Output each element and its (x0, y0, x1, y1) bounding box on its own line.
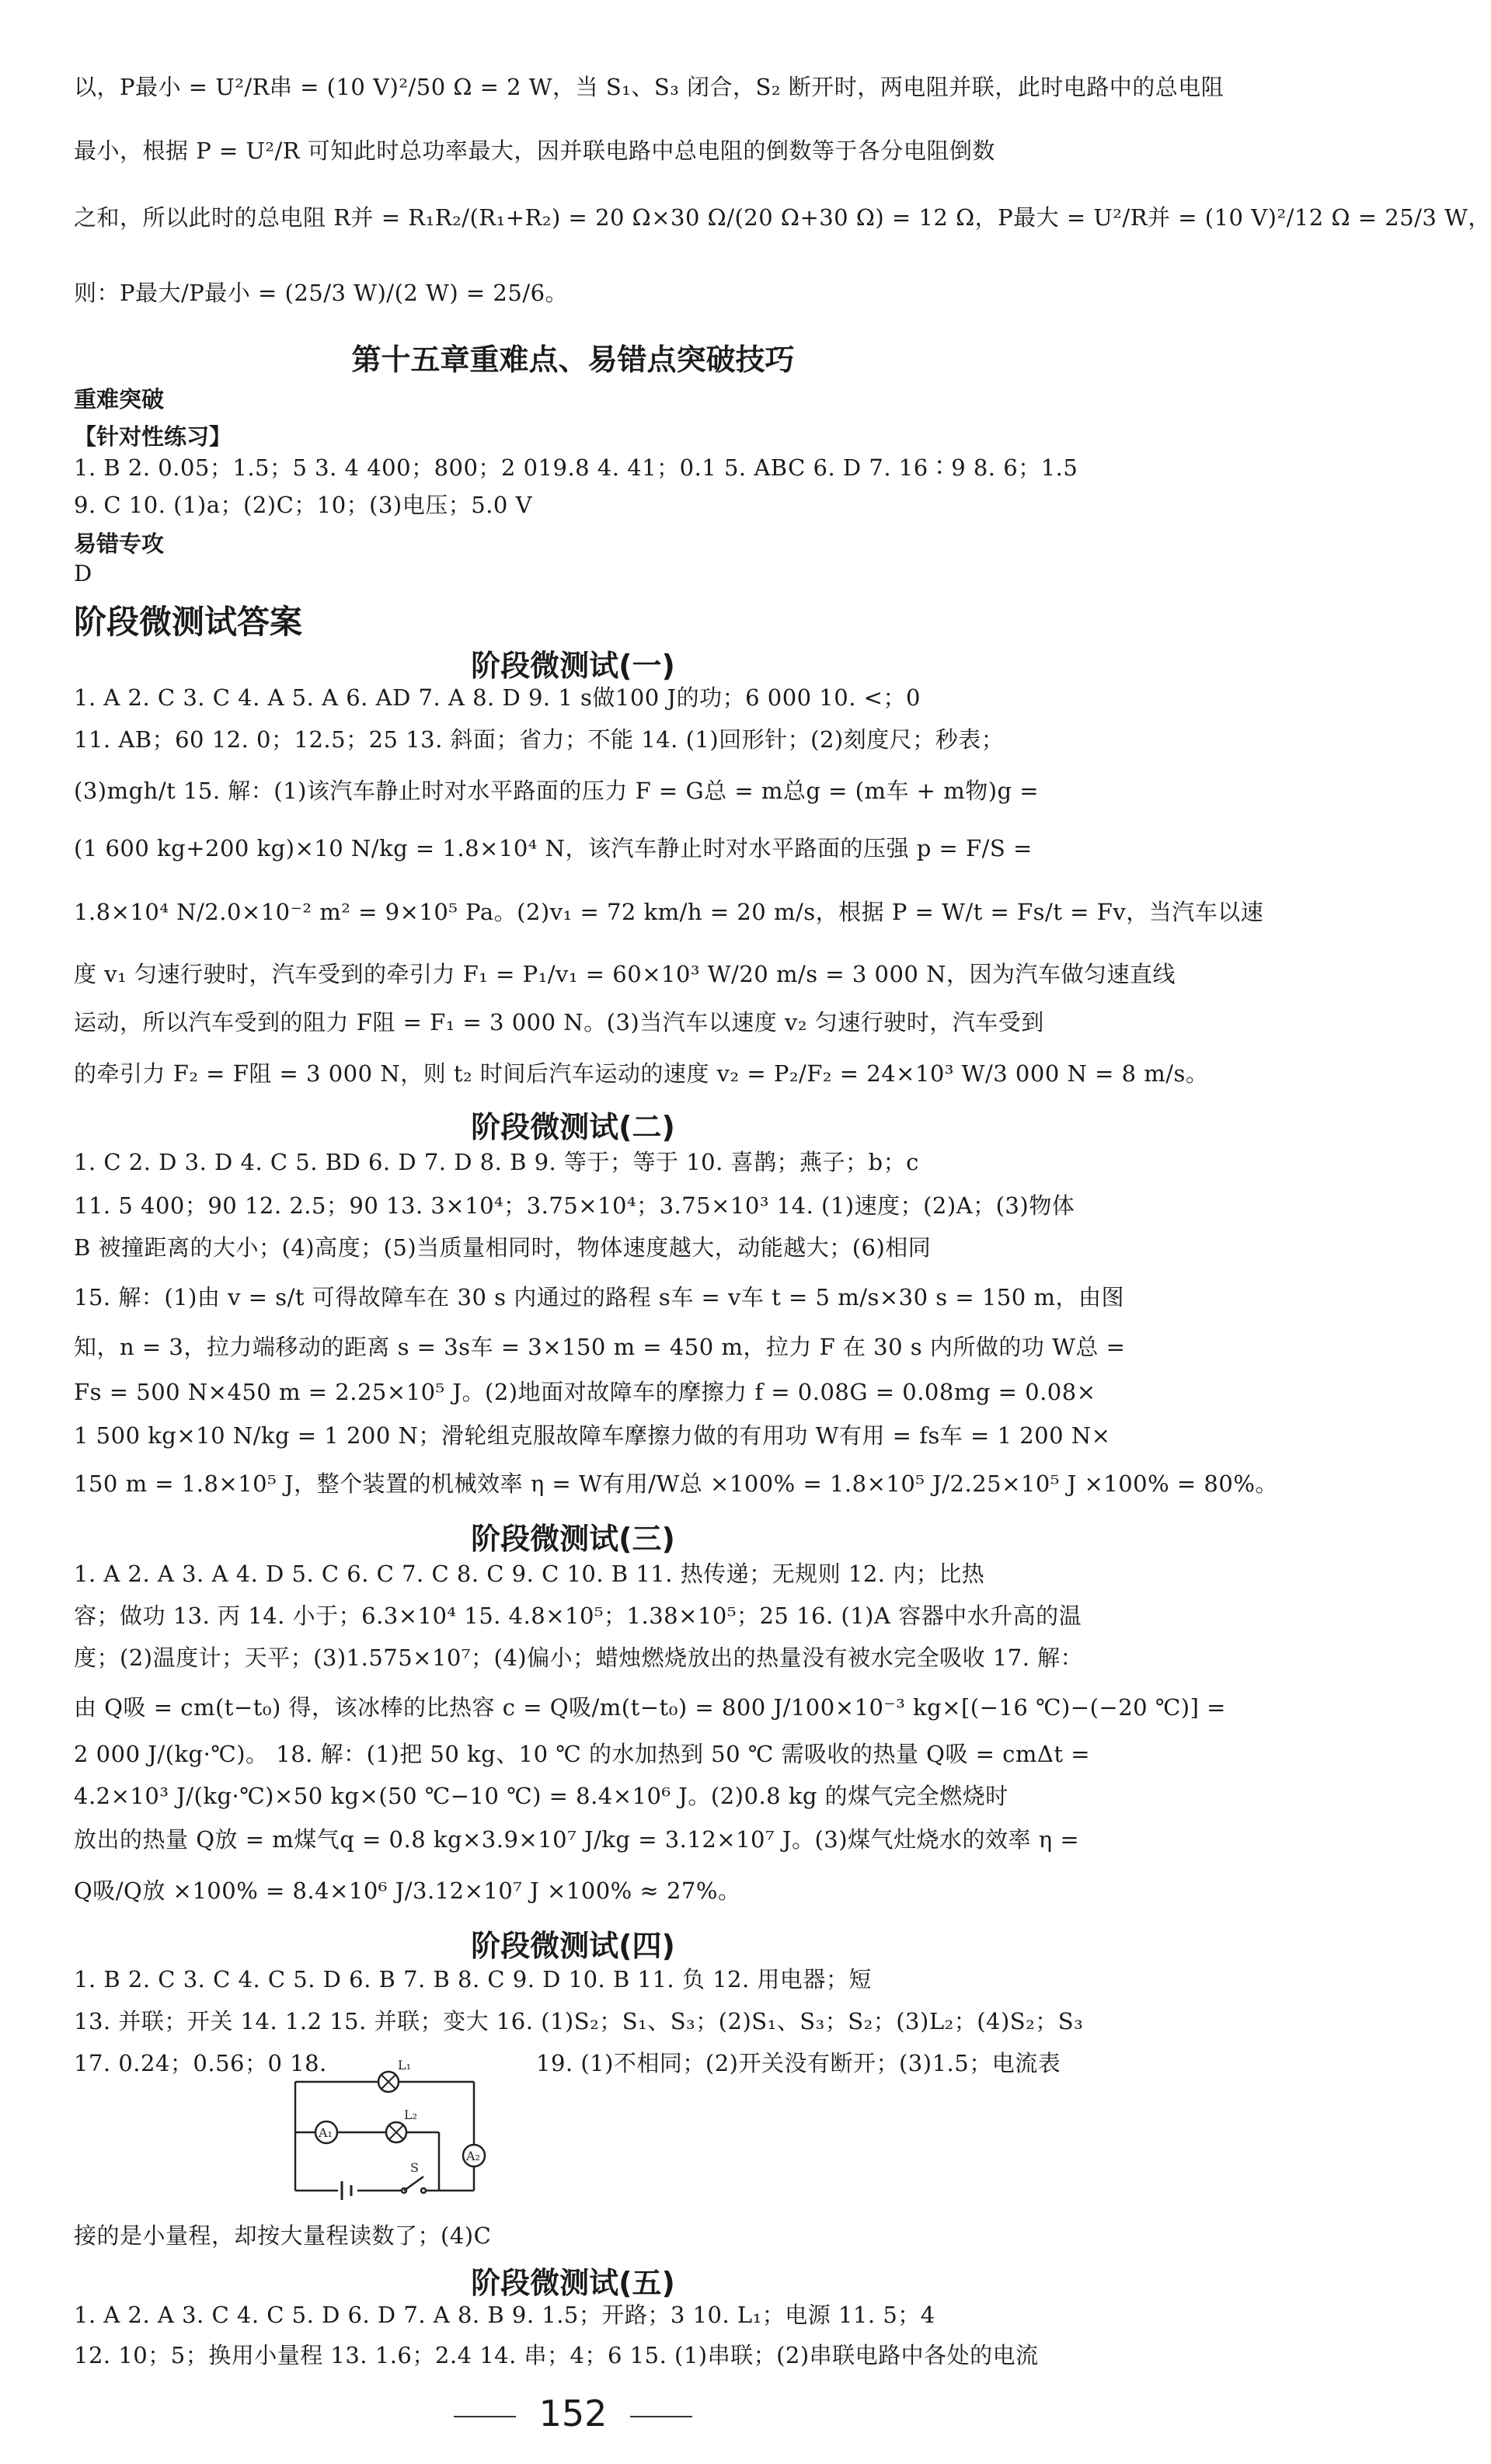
label-l2: L₂ (404, 2107, 418, 2122)
test-title: 阶段微测试(三) (471, 1522, 675, 1556)
label-a2: A₂ (466, 2149, 480, 2163)
text-line: 1.8×10⁴ N/2.0×10⁻² m² = 9×10⁵ Pa。(2)v₁ = 72 km/h = 20 m/s，根据 P = W/t = Fs/t = Fv，当汽车以速 (74, 899, 1264, 925)
text-line: 知，n = 3，拉力端移动的距离 s = 3s车 = 3×150 m = 450 m，拉力 F 在 30 s 内所做的功 W总 = (74, 1334, 1126, 1360)
battery-icon (342, 2181, 351, 2200)
text-line: 1. B 2. 0.05；1.5；5 3. 4 400；800；2 019.8 4. 41；0.1 5. ABC 6. D 7. 16∶9 8. 6；1.5 (74, 454, 1078, 481)
text-line: 放出的热量 Q放 = m煤气q = 0.8 kg×3.9×10⁷ J/kg = 3.12×10⁷ J。(3)煤气灶烧水的效率 η = (74, 1826, 1080, 1853)
text-line: 1. B 2. C 3. C 4. C 5. D 6. B 7. B 8. C 9. D 10. B 11. 负 12. 用电器；短 (74, 1966, 872, 1992)
text-line: 最小，根据 P = U²/R 可知此时总功率最大，因并联电路中总电阻的倒数等于各分电阻倒数 (74, 137, 995, 164)
chapter-title: 第十五章重难点、易错点突破技巧 (351, 343, 795, 377)
text-line: 1 500 kg×10 N/kg = 1 200 N；滑轮组克服故障车摩擦力做的有用功 W有用 = fs车 = 1 200 N× (74, 1422, 1111, 1449)
text-line: 则：P最大/P最小 = (25/3 W)/(2 W) = 25/6。 (74, 280, 569, 306)
text-line: 15. 解：(1)由 v = s/t 可得故障车在 30 s 内通过的路程 s车 = v车 t = 5 m/s×30 s = 150 m，由图 (74, 1284, 1124, 1310)
text-line: 2 000 J/(kg·℃)。 18. 解：(1)把 50 kg、10 ℃ 的水加热到 50 ℃ 需吸收的热量 Q吸 = cmΔt = (74, 1741, 1091, 1767)
text-line: 容；做功 13. 丙 14. 小于；6.3×10⁴ 15. 4.8×10⁵；1.38×10⁵；25 16. (1)A 容器中水升高的温 (74, 1603, 1082, 1629)
page-number (0, 2393, 1146, 2434)
test-title: 阶段微测试(一) (471, 649, 675, 683)
label-l1: L₁ (398, 2058, 412, 2072)
text-line: (3)mgh/t 15. 解：(1)该汽车静止时对水平路面的压力 F = G总 = m总g = (m车 + m物)g = (74, 778, 1040, 804)
subheading: 重难突破 (74, 386, 165, 412)
text-line: 接的是小量程，却按大量程读数了；(4)C (74, 2222, 492, 2249)
subheading: 【针对性练习】 (74, 423, 232, 450)
text-line: 19. (1)不相同；(2)开关没有断开；(3)1.5；电流表 (536, 2050, 1061, 2076)
text-line: Fs = 500 N×450 m = 2.25×10⁵ J。(2)地面对故障车的摩擦力 f = 0.08G = 0.08mg = 0.08× (74, 1379, 1096, 1405)
subheading: 易错专攻 (74, 531, 165, 557)
text-line: 1. A 2. A 3. C 4. C 5. D 6. D 7. A 8. B 9. 1.5；开路；3 10. L₁；电源 11. 5；4 (74, 2302, 935, 2328)
text-line: 150 m = 1.8×10⁵ J，整个装置的机械效率 η = W有用/W总 ×100% = 1.8×10⁵ J/2.25×10⁵ J ×100% = 80%。 (74, 1470, 1278, 1497)
test-title: 阶段微测试(五) (471, 2266, 675, 2300)
text-line: (1 600 kg+200 kg)×10 N/kg = 1.8×10⁴ N，该汽车静止时对水平路面的压强 p = F/S = (74, 835, 1033, 861)
switch-icon (402, 2177, 426, 2193)
lamp-l2-icon (386, 2122, 406, 2142)
text-line: 9. C 10. (1)a；(2)C；10；(3)电压；5.0 V (74, 492, 533, 518)
text-line: 11. AB；60 12. 0；12.5；25 13. 斜面；省力；不能 14. (1)回形针；(2)刻度尺；秒表； (74, 726, 1005, 753)
circuit-diagram (287, 2059, 482, 2206)
text-line: 运动，所以汽车受到的阻力 F阻 = F₁ = 3 000 N。(3)当汽车以速度 v₂ 匀速行驶时，汽车受到 (74, 1009, 1044, 1035)
text-line: 4.2×10³ J/(kg·℃)×50 kg×(50 ℃−10 ℃) = 8.4×10⁶ J。(2)0.8 kg 的煤气完全燃烧时 (74, 1783, 1009, 1809)
page-number-dash (454, 2416, 516, 2417)
text-line: 17. 0.24；0.56；0 18. (74, 2050, 327, 2076)
text-line: 13. 并联；开关 14. 1.2 15. 并联；变大 16. (1)S₂；S₁、S₃；(2)S₁、S₃；S₂；(3)L₂；(4)S₂；S₃ (74, 2008, 1084, 2034)
section-title: 阶段微测试答案 (74, 603, 303, 641)
text-line: 由 Q吸 = cm(t−t₀) 得，该冰棒的比热容 c = Q吸/m(t−t₀) = 800 J/100×10⁻³ kg×[(−16 ℃)−(−20 ℃)] = (74, 1694, 1226, 1721)
text-line: D (74, 560, 92, 586)
page-number-value: 152 (538, 2393, 608, 2434)
text-line: 以，P最小 = U²/R串 = (10 V)²/50 Ω = 2 W，当 S₁、S₃ 闭合，S₂ 断开时，两电阻并联，此时电路中的总电阻 (74, 74, 1225, 100)
test-title: 阶段微测试(二) (471, 1110, 675, 1144)
text-line: 12. 10；5；换用小量程 13. 1.6；2.4 14. 串；4；6 15. (1)串联；(2)串联电路中各处的电流 (74, 2342, 1039, 2368)
page-number-dash (630, 2416, 692, 2417)
text-line: 的牵引力 F₂ = F阻 = 3 000 N，则 t₂ 时间后汽车运动的速度 v₂ = P₂/F₂ = 24×10³ W/3 000 N = 8 m/s。 (74, 1060, 1209, 1087)
lamp-l1-icon (378, 2072, 399, 2092)
text-line: Q吸/Q放 ×100% = 8.4×10⁶ J/3.12×10⁷ J ×100% ≈ 27%。 (74, 1878, 741, 1904)
text-line: 1. C 2. D 3. D 4. C 5. BD 6. D 7. D 8. B 9. 等于；等于 10. 喜鹊；燕子；b；c (74, 1149, 919, 1175)
text-line: B 被撞距离的大小；(4)高度；(5)当质量相同时，物体速度越大，动能越大；(6)相同 (74, 1234, 932, 1261)
test-title: 阶段微测试(四) (471, 1929, 675, 1963)
text-line: 度；(2)温度计；天平；(3)1.575×10⁷；(4)偏小；蜡烛燃烧放出的热量没有被水完全吸收 17. 解： (74, 1644, 1084, 1671)
text-line: 1. A 2. A 3. A 4. D 5. C 6. C 7. C 8. C 9. C 10. B 11. 热传递；无规则 12. 内；比热 (74, 1561, 985, 1587)
text-line: 之和，所以此时的总电阻 R并 = R₁R₂/(R₁+R₂) = 20 Ω×30 Ω/(20 Ω+30 Ω) = 12 Ω，P最大 = U²/R并 = (10 V)²/12 Ω = 25/3 W， (74, 204, 1491, 231)
label-s: S (410, 2160, 419, 2175)
text-line: 11. 5 400；90 12. 2.5；90 13. 3×10⁴；3.75×10⁴；3.75×10³ 14. (1)速度；(2)A；(3)物体 (74, 1192, 1075, 1219)
text-line: 度 v₁ 匀速行驶时，汽车受到的牵引力 F₁ = P₁/v₁ = 60×10³ W/20 m/s = 3 000 N，因为汽车做匀速直线 (74, 961, 1176, 987)
label-a1: A₁ (319, 2125, 333, 2140)
text-line: 1. A 2. C 3. C 4. A 5. A 6. AD 7. A 8. D 9. 1 s做100 J的功；6 000 10. <；0 (74, 684, 921, 711)
